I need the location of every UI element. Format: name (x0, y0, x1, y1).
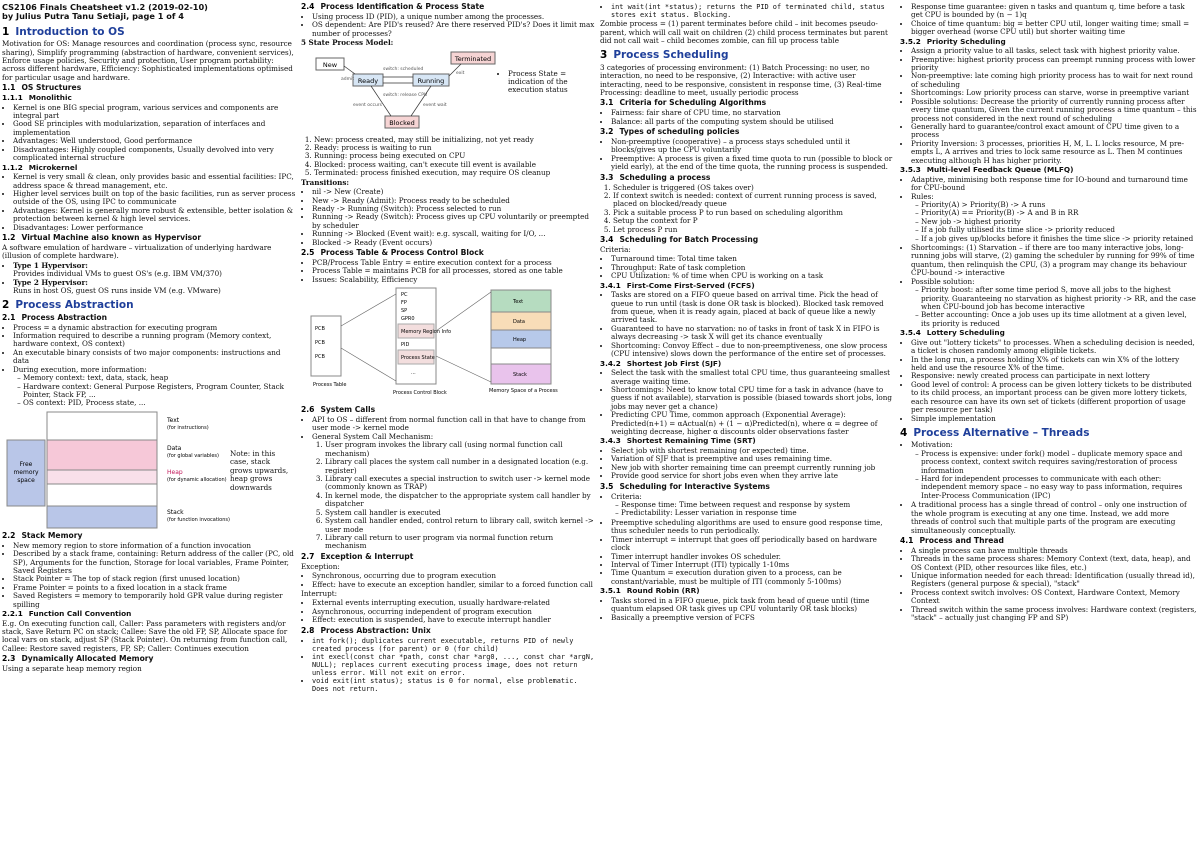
paragraph: Interrupt: (301, 588, 338, 598)
memory-layout-figure (2, 410, 297, 530)
paragraph: Criteria: (600, 244, 631, 254)
subsection-heading: 2.4 Process Identification & Process State (301, 3, 485, 11)
bullet-list (600, 109, 896, 126)
section-heading: 2 Process Abstraction (2, 299, 134, 312)
list-item: 7. Library call return to user program via normal function return mechanism (325, 534, 596, 551)
list-item: 3. Library call executes a special instruction to switch user -> kernel mode (commonly known as TRAP) (325, 475, 596, 492)
bullet-list (600, 447, 896, 481)
list-item: • API to OS – different from normal function call in that have to change from user mode -> kernel mode (312, 416, 596, 433)
subsection-heading: 2.2 Stack Memory (2, 530, 83, 540)
section-heading: 1 Introduction to OS (2, 25, 125, 38)
list-item: • Shortcomings: (1) Starvation – if there are too many interactive jobs, long-running jobs will starve, (2) gaming the scheduler by running for 99% of time quantum, then relinquish the CPU, (3) a program may change its behaviour CPU-bound -> interactive (911, 244, 1197, 278)
subsection-heading: 2.1 Process Abstraction (2, 312, 108, 322)
subsection-heading: 4.1 Process and Thread (900, 535, 1004, 545)
figure-note: Note: in this case, stack grows upwards, heap grows downwards (230, 448, 289, 492)
list-item: • Tasks are stored on a FIFO queue based on arrival time. Pick the head of queue to run until (task is done OR task is blocked). Blocked task removed from queue, when it is ready again, placed at back of queue like a newly arrived task. (611, 291, 896, 325)
list-item: • New -> Ready (Admit): Process ready to be scheduled (312, 197, 596, 205)
svg-text:(for function invocations): (for function invocations) (167, 516, 230, 523)
bullet-list (600, 597, 896, 622)
list-item: • Unique information needed for each thread: Identification (usually thread id), Registers (general purpose & special), "stack" (911, 572, 1197, 589)
svg-text:Process Control Block: Process Control Block (393, 390, 447, 397)
bullet-list (301, 637, 596, 694)
five-state-diagram (311, 50, 501, 134)
bullet-list (2, 324, 297, 408)
list-item: 3. Pick a suitable process P to run based on scheduling algorithm (613, 209, 896, 217)
list-item: • General System Call Mechanism: 1. User program invokes the library call (using normal function call mechanism) 2. Library call places the system call number in a designated location (e.g. register) 3. Library call executes a special instruction to switch user -> kernel mode (commonly known as TRAP) 4. In kernel mode, the dispatcher to the appropriate system call handler by dispatcher 5. System call handler is executed 6. System call handler ended, control return to library call, switch kernel -> user mode 7. Library call return to user program via normal function return mechanism (312, 433, 596, 551)
list-item: • Timer interrupt = interrupt that goes off periodically based on hardware clock (611, 536, 896, 553)
list-item: • Process Table = maintains PCB for all processes, stored as one table (312, 267, 596, 275)
bullet-list (900, 547, 1197, 623)
bullet-list (301, 13, 596, 38)
svg-text:(for dynamic allocation): (for dynamic allocation) (167, 476, 227, 483)
list-item: • Kernel is very small & clean, only provides basic and essential facilities: IPC, address space & thread management, etc. (13, 173, 297, 190)
subsection-heading: 2.6 System Calls (301, 405, 376, 415)
subsection-heading: 2.8 Process Abstraction: Unix (301, 625, 431, 635)
list-item: 1. Scheduler is triggered (OS takes over) (613, 184, 896, 192)
svg-text:Stack: Stack (167, 508, 184, 516)
bullet-list (301, 259, 596, 284)
paragraph: Motivation for OS: Manage resources and coordination (process sync, resource sharing), Simplify programming (abstraction of hardware, convenient services), Enforce usage policies, Security and protection, User program portability: across different hardware, Efficiency: Sophisticated implementations optimised for particular usage and hardware. (2, 39, 294, 82)
list-item: • New job with shorter remaining time can preempt currently running job (611, 464, 896, 472)
list-item: • Type 1 Hypervisor: Provides individual VMs to guest OS's (e.g. IBM VM/370) (13, 262, 297, 279)
svg-text:Data: Data (513, 319, 525, 326)
list-item: • Higher level services built on top of the basic facilities, run as server process outside of the OS, using IPC to communicate (13, 190, 297, 207)
list-item: • Simple implementation (911, 415, 1197, 423)
list-item: • Possible solution: – Priority boost: after some time period S, move all jobs to the highest priority. Guaranteeing no starvation as highest priority -> RR, and the case when CPU-bound job has become interactive – Better accounting: Once a job uses up its time allotment at a given level, its priority is reduced (911, 278, 1197, 329)
list-item: • Shortcoming: Convoy Effect – due to non-preemptiveness, one slow process (CPU intensive) slows down the performance of the entire set of processes. (611, 342, 896, 359)
list-item: • int fork(); duplicates current executable, returns PID of newly created process (for parent) or 0 (for child) (312, 637, 596, 653)
list-item: 5. Let process P run (613, 226, 896, 234)
svg-text:Text: Text (513, 299, 524, 306)
subsubsection-heading: 3.4.3 Shortest Remaining Time (SRT) (600, 436, 756, 446)
subsection-heading: 2.3 Dynamically Allocated Memory (2, 654, 154, 664)
section-heading: 4 Process Alternative – Threads (900, 427, 1090, 439)
list-item: • Basically a preemptive version of FCFS (611, 614, 896, 622)
svg-text:New: New (322, 60, 338, 69)
list-item: • Assign a priority value to all tasks, select task with highest priority value. (911, 47, 1197, 55)
svg-text:Data: Data (167, 444, 182, 452)
list-item: – New job -> highest priority (921, 218, 1197, 226)
list-item: • Choice of time quantum: big = better CPU util, longer waiting time; small = bigger overhead (worse CPU util) but shorter waiting time (911, 20, 1197, 37)
list-item: • Time Quantum = execution duration given to a process, can be constant/variable, must be multiple of ITI (commonly 5-100ms) (611, 569, 896, 586)
list-item: • Threads in the same process shares: Memory Context (text, data, heap), and OS Context (PID, other resources like files, etc.) (911, 555, 1197, 572)
pcb-diagram (301, 286, 591, 404)
list-item: – Hardware context: General Purpose Registers, Program Counter, Stack Pointer, Stack FP, ... (23, 383, 297, 400)
list-item: • During execution, more information: – Memory context: text, data, stack, heap – Hardware context: General Purpose Registers, Program Counter, Stack Pointer, Stack FP, ... – OS context: PID, Process state, ... (13, 366, 297, 408)
subsection-heading: 1.2 Virtual Machine also known as Hypervisor (2, 233, 202, 243)
list-item: – Predictability: Lesser variation in response time (621, 509, 896, 517)
list-item: • Preemptive: highest priority process can preempt running process with lower priority (911, 56, 1197, 73)
list-item: • Synchronous, occurring due to program execution (312, 572, 596, 580)
list-item: – Response time: Time between request and response by system (621, 501, 896, 509)
svg-text:Memory Region Info: Memory Region Info (401, 329, 452, 336)
bullet-list (600, 138, 896, 172)
list-item: • Running -> Ready (Switch): Process gives up CPU voluntarily or preempted by scheduler (312, 213, 596, 230)
list-item: – Process is expensive: under fork() model – duplicate memory space and process context, context switch requires saving/restoration of process information (921, 450, 1197, 475)
paragraph: Using a separate heap memory region (2, 664, 142, 674)
list-item: – Memory context: text, data, stack, heap (23, 374, 297, 382)
list-item: • Advantages: Kernel is generally more robust & extensible, better isolation & protection between kernel & high level services. (13, 207, 297, 224)
column-2 (301, 3, 596, 846)
svg-text:admit: admit (341, 76, 355, 82)
list-item: • CPU Utilization: % of time when CPU is working on a task (611, 272, 896, 280)
svg-text:PC: PC (401, 292, 408, 299)
list-item: • Type 2 Hypervisor: Runs in host OS, guest OS runs inside VM (e.g. VMware) (13, 279, 297, 296)
bullet-list (2, 104, 297, 163)
list-item: • Process context switch involves: OS Context, Hardware Context, Memory Context (911, 589, 1197, 606)
bullet-list (301, 188, 596, 247)
subsubsection-heading: 1.1.2 Microkernel (2, 162, 78, 172)
list-item: • Good SE principles with modularization, separation of interfaces and implementation (13, 120, 297, 137)
svg-text:Memory Space of a Process: Memory Space of a Process (489, 388, 558, 395)
list-item: • OS dependent: Are PID's reused? Are there reserved PID's? Does it limit max number of processes? (312, 21, 596, 38)
list-item: • Effect: have to execute an exception handler, similar to a forced function call (312, 581, 596, 589)
list-item: – Priority boost: after some time period S, move all jobs to the highest priority. Guaranteeing no starvation as highest priority -> RR, and the case when CPU-bound job has become interactive (921, 286, 1197, 311)
subsection-heading: 3.4 Scheduling for Batch Processing (600, 235, 759, 245)
state-diagram-figure (301, 50, 596, 134)
list-item: • Advantages: Well understood, Good performance (13, 137, 297, 145)
bullet-list (600, 3, 896, 19)
section-heading: 3 Process Scheduling (600, 49, 729, 62)
subsubsection-heading: 2.2.1 Function Call Convention (2, 609, 132, 619)
list-item: • Process State = indication of the execution status (508, 70, 593, 95)
list-item: • Generally hard to guarantee/control exact amount of CPU time given to a process (911, 123, 1197, 140)
svg-text:Process State: Process State (401, 355, 435, 362)
list-item: 2. Ready: process is waiting to run (314, 144, 596, 152)
svg-text:Process Table: Process Table (313, 382, 347, 389)
svg-text:Text: Text (167, 416, 180, 424)
subsection-heading: 2.5 Process Table & Process Control Block (301, 248, 484, 258)
list-item: • Shortcomings: Low priority process can starve, worse in preemptive variant (911, 89, 1197, 97)
list-item: • Turnaround time: Total time taken (611, 255, 896, 263)
list-item: • A traditional process has a single thread of control – only one instruction of the whole program is executing at any one time. Instead, we add more threads of control such that multiple parts of the program are executing simultaneously conceptually. (911, 501, 1197, 535)
svg-text:PCB: PCB (315, 340, 325, 347)
list-item: • Rules: – Priority(A) > Priority(B) -> A runs – Priority(A) == Priority(B) -> A and B in RR – New job -> highest priority – If a job fully utilised its time slice -> priority reduced – If a job gives up/blocks before it finishes the time slice -> priority retained (911, 193, 1197, 244)
svg-text:memory: memory (13, 468, 39, 476)
list-item: • Give out "lottery tickets" to processes. When a scheduling decision is needed, a ticket is chosen randomly among eligible tickets. (911, 339, 1197, 356)
list-item: • Stack Pointer = The top of stack region (first unused location) (13, 575, 297, 583)
paragraph: A software emulation of hardware – virtualization of underlying hardware (illusion of complete hardware). (2, 242, 272, 261)
bullet-list (2, 262, 297, 296)
list-item: • PCB/Process Table Entry = entire execution context for a process (312, 259, 596, 267)
column-3 (600, 3, 896, 846)
subsubsection-heading: 3.4.2 Shortest Job First (SJF) (600, 358, 722, 368)
list-item: • Kernel is one BIG special program, various services and components are integral part (13, 104, 297, 121)
svg-text:exit: exit (456, 70, 465, 76)
svg-text:switch: scheduled: switch: scheduled (383, 66, 424, 72)
list-item: – If a job gives up/blocks before it finishes the time slice -> priority retained (921, 235, 1197, 243)
list-item: • Frame Pointer = points to a fixed location in a stack frame (13, 584, 297, 592)
doc-author: by Julius Putra Tanu Setiaji, page 1 of 4 (2, 11, 185, 22)
list-item: • Described by a stack frame, containing: Return address of the caller (PC, old SP), Arguments for the function, Storage for local variables, Frame Pointer, Saved Registers (13, 550, 297, 575)
list-item: • Fairness: fair share of CPU time, no starvation (611, 109, 896, 117)
bullet-list (600, 493, 896, 587)
list-item: 3. Running: process being executed on CPU (314, 152, 596, 160)
list-item: • Disadvantages: Lower performance (13, 224, 297, 232)
bullet-list (900, 176, 1197, 329)
svg-text:Blocked: Blocked (389, 118, 415, 127)
subsubsection-heading: 3.4.1 First-Come First-Served (FCFS) (600, 280, 755, 290)
bullet-list (2, 173, 297, 232)
list-item: 2. If context switch is needed: context of current running process is saved, placed on blocked/ready queue (613, 192, 896, 209)
list-item: • Preemptive scheduling algorithms are used to ensure good response time, thus scheduler needs to run periodically. (611, 519, 896, 536)
list-item: • Preemptive: A process is given a fixed time quota to run (possible to block or yield early), at the end of the time quota, the running process is suspended. (611, 155, 896, 172)
list-item: • Variation of SJF that is preemptive and uses remaining time. (611, 455, 896, 463)
list-item: • Responsive: newly created process can participate in next lottery (911, 372, 1197, 380)
numbered-list (301, 136, 596, 178)
svg-text:Stack: Stack (513, 372, 527, 379)
subsection-heading: 1.1 OS Structures (2, 83, 82, 93)
list-item: • Guaranteed to have no starvation: no of tasks in front of task X in FIFO is always decreasing -> task X will get its chance eventually (611, 325, 896, 342)
svg-text:(for instructions): (for instructions) (167, 424, 209, 431)
list-item: • Using process ID (PID), a unique number among the processes. (312, 13, 596, 21)
bullet-list (301, 599, 596, 624)
svg-text:PID: PID (401, 342, 410, 349)
state-note (497, 70, 593, 95)
paragraph: 3 categories of processing environment: (1) Batch Processing: no user, no interaction, no need to be responsive, (2) Interactive: with active user interacting, need to be responsive, consistent in response time, (3) Real-time Processing: deadline to meet, usually periodic process (600, 62, 882, 97)
list-item: • Tasks stored in a FIFO queue, pick task from head of queue until (time quantum elapsed OR task gives up CPU voluntarily OR task blocks) (611, 597, 896, 614)
list-item: • External events interrupting execution, usually hardware-related (312, 599, 596, 607)
list-item: 1. New: process created, may still be initializing, not yet ready (314, 136, 596, 144)
column-1 (2, 3, 297, 846)
list-item: – If a job fully utilised its time slice -> priority reduced (921, 226, 1197, 234)
subsubsection-heading: 3.5.3 Multi-level Feedback Queue (MLFQ) (900, 165, 1074, 175)
doc-title: CS2106 Finals Cheatsheet v1.2 (2019-02-10) (2, 3, 208, 12)
list-item: • Ready -> Running (Switch): Process selected to run (312, 205, 596, 213)
svg-text:Free: Free (19, 460, 33, 468)
bullet-list (2, 542, 297, 609)
paragraph: 5 State Process Model: (301, 38, 394, 48)
bullet-list (900, 339, 1197, 423)
list-item: • Non-preemptive: late coming high priority process has to wait for next round of scheduling (911, 72, 1197, 89)
list-item: 5. System call handler is executed (325, 509, 596, 517)
list-item: • Thread switch within the same process involves: Hardware context (registers, "stack" – actually just changing FP and SP) (911, 606, 1197, 623)
memory-layout-diagram (2, 410, 232, 530)
list-item: • Blocked -> Ready (Event occurs) (312, 239, 596, 247)
list-item: • Adaptive, minimising both response time for IO-bound and turnaround time for CPU-bound (911, 176, 1197, 193)
list-item: • Saved Registers = memory to temporarily hold GPR value during register spilling (13, 592, 297, 609)
svg-text:Running: Running (417, 76, 445, 85)
svg-text:Heap: Heap (167, 468, 183, 476)
list-item: • Shortcomings: Need to know total CPU time for a task in advance (have to guess if not available), starvation is possible (biased towards short jobs, long jobs may never get a chance) (611, 386, 896, 411)
list-item: – Hard for independent processes to communicate with each other: independent memory space – no easy way to pass information, requires Inter-Process Communication (IPC) (921, 475, 1197, 500)
list-item: • Process = a dynamic abstraction for executing program (13, 324, 297, 332)
list-item: • Select the task with the smallest total CPU time, thus guaranteeing smallest average waiting time. (611, 369, 896, 386)
list-item: • In the long run, a process holding X% of tickets can win X% of the lottery held and use the resource X% of the time. (911, 356, 1197, 373)
list-item: • A single process can have multiple threads (911, 547, 1197, 555)
bullet-list (600, 255, 896, 280)
list-item: 4. Setup the context for P (613, 217, 896, 225)
paragraph: E.g. On executing function call, Caller: Pass parameters with registers and/or stack, Save Return PC on stack; Callee: Save the old FP, SP, Allocate space for local vars on stack, adjust SP (Stack Pointer). On returning from function call, Callee: Restore saved registers, FP, SP; Caller: Continues execution (2, 618, 288, 653)
bullet-list (301, 416, 596, 551)
subsection-heading: 3.3 Scheduling a process (600, 172, 711, 182)
subsection-heading: 3.5 Scheduling for Interactive Systems (600, 481, 770, 491)
paragraph: Transitions: (301, 177, 350, 187)
list-item: • Select job with shortest remaining (or expected) time. (611, 447, 896, 455)
svg-text:(for global variables): (for global variables) (167, 452, 219, 459)
list-item: – Priority(A) > Priority(B) -> A runs (921, 201, 1197, 209)
svg-text:switch: release CPU: switch: release CPU (383, 92, 428, 98)
subsubsection-heading: 3.5.4 Lottery Scheduling (900, 328, 1005, 338)
list-item: • Timer interrupt handler invokes OS scheduler. (611, 553, 896, 561)
list-item: • Non-preemptive (cooperative) – a process stays scheduled until it blocks/gives up the CPU voluntarily (611, 138, 896, 155)
subsubsection-heading: 1.1.1 Monolithic (2, 93, 72, 103)
bullet-list (900, 47, 1197, 165)
bullet-list (900, 3, 1197, 37)
list-item: • New memory region to store information of a function invocation (13, 542, 297, 550)
svg-text:...: ... (411, 370, 416, 377)
list-item: • Interval of Timer Interrupt (ITI) typically 1-10ms (611, 561, 896, 569)
svg-text:Ready: Ready (357, 76, 379, 85)
paragraph: Exception: (301, 561, 340, 571)
list-item: • int wait(int *status); returns the PID of terminated child, status stores exit status. Blocking. (611, 3, 896, 19)
list-item: 6. System call handler ended, control return to library call, switch kernel -> user mode (325, 517, 596, 534)
list-item: • Priority Inversion: 3 processes, priorities H, M, L. L locks resource, M pre-empts L, A arrives and tries to lock same resource as L. Then M continues executing although H has higher priority. (911, 140, 1197, 165)
list-item: – Priority(A) == Priority(B) -> A and B in RR (921, 209, 1197, 217)
list-item: • Information required to describe a running program (Memory context, hardware context, OS context) (13, 332, 297, 349)
list-item: 1. User program invokes the library call (using normal function call mechanism) (325, 441, 596, 458)
list-item: • Provide good service for short jobs even when they arrive late (611, 472, 896, 480)
bullet-list (900, 441, 1197, 535)
list-item: • Criteria: – Response time: Time between request and response by system – Predictability: Lesser variation in response time (611, 493, 896, 518)
list-item: • nil -> New (Create) (312, 188, 596, 196)
svg-text:PCB: PCB (315, 326, 325, 333)
list-item: • An executable binary consists of two major components: instructions and data (13, 349, 297, 366)
list-item: • Response time guarantee: given n tasks and quantum q, time before a task get CPU is bounded by (n − 1)q (911, 3, 1197, 20)
list-item: • Predicting CPU Time, common approach (Exponential Average): Predicted(n+1) = αActual(n) + (1 − α)Predicted(n), where α = degree of weighting decrease, higher α discounts older observations faster (611, 411, 896, 436)
list-item: 4. In kernel mode, the dispatcher to the appropriate system call handler by dispatcher (325, 492, 596, 509)
subsubsection-heading: 3.5.1 Round Robin (RR) (600, 586, 700, 596)
list-item: – OS context: PID, Process state, ... (23, 399, 297, 407)
list-item: • void exit(int status); status is 0 for normal, else problematic. Does not return. (312, 677, 596, 693)
list-item: • Good level of control: A process can be given lottery tickets to be distributed to its child process, an important process can be given more lottery tickets, each resource can have its own set of tickets (different proportion of usage per resource per task) (911, 381, 1197, 415)
list-item: • int execl(const char *path, const char *arg0, ..., const char *argN, NULL); replaces current executing process image, does not return unless error. Will not exit on error. (312, 653, 596, 677)
list-item: • Running -> Blocked (Event wait): e.g. syscall, waiting for I/O, ... (312, 230, 596, 238)
subsection-heading: 3.2 Types of scheduling policies (600, 127, 740, 137)
list-item: – Better accounting: Once a job uses up its time allotment at a given level, its priority is reduced (921, 311, 1197, 328)
bullet-list (600, 291, 896, 358)
svg-text:FP: FP (401, 300, 407, 307)
pcb-figure (301, 286, 596, 404)
list-item: • Asynchronous, occurring independent of program execution (312, 608, 596, 616)
svg-text:GPR0: GPR0 (401, 316, 415, 323)
list-item: • Issues: Scalability, Efficiency (312, 276, 596, 284)
subsection-heading: 3.1 Criteria for Scheduling Algorithms (600, 98, 767, 108)
bullet-list (600, 369, 896, 436)
list-item: 4. Blocked: process waiting, can't execute till event is available (314, 161, 596, 169)
svg-text:space: space (17, 476, 35, 484)
list-item: • Disadvantages: Highly coupled components, Usually devolved into very complicated internal structure (13, 146, 297, 163)
paragraph: Zombie process = (1) parent terminates before child – init becomes pseudo-parent, which will call wait on children (2) child process terminates but parent did not call wait – child becomes zombie, can fill up process table (600, 19, 888, 45)
list-item: • Effect: execution is suspended, have to execute interrupt handler (312, 616, 596, 624)
svg-text:event wait: event wait (423, 102, 447, 108)
svg-text:Heap: Heap (513, 337, 527, 344)
svg-text:Terminated: Terminated (454, 54, 492, 63)
bullet-list (301, 572, 596, 589)
list-item: 5. Terminated: process finished execution, may require OS cleanup (314, 169, 596, 177)
numbered-list (600, 184, 896, 235)
column-4 (900, 3, 1197, 846)
svg-text:PCB: PCB (315, 354, 325, 361)
subsection-heading: 2.7 Exception & Interrupt (301, 551, 414, 561)
svg-text:event occurs: event occurs (353, 102, 382, 108)
list-item: • Balance: all parts of the computing system should be utilised (611, 118, 896, 126)
list-item: 2. Library call places the system call number in a designated location (e.g. register) (325, 458, 596, 475)
svg-text:SP: SP (401, 308, 408, 315)
subsubsection-heading: 3.5.2 Priority Scheduling (900, 36, 1006, 46)
list-item: • Motivation: – Process is expensive: under fork() model – duplicate memory space and process context, context switch requires saving/restoration of process information – Hard for independent processes to communicate with each other: independent memory space – no easy way to pass information, requires Inter-Process Communication (IPC) (911, 441, 1197, 500)
list-item: • Possible solutions: Decrease the priority of currently running process after every time quantum, Given the current running process a time quantum – this process not considered in the next round of scheduling (911, 98, 1197, 123)
list-item: • Throughput: Rate of task completion (611, 264, 896, 272)
